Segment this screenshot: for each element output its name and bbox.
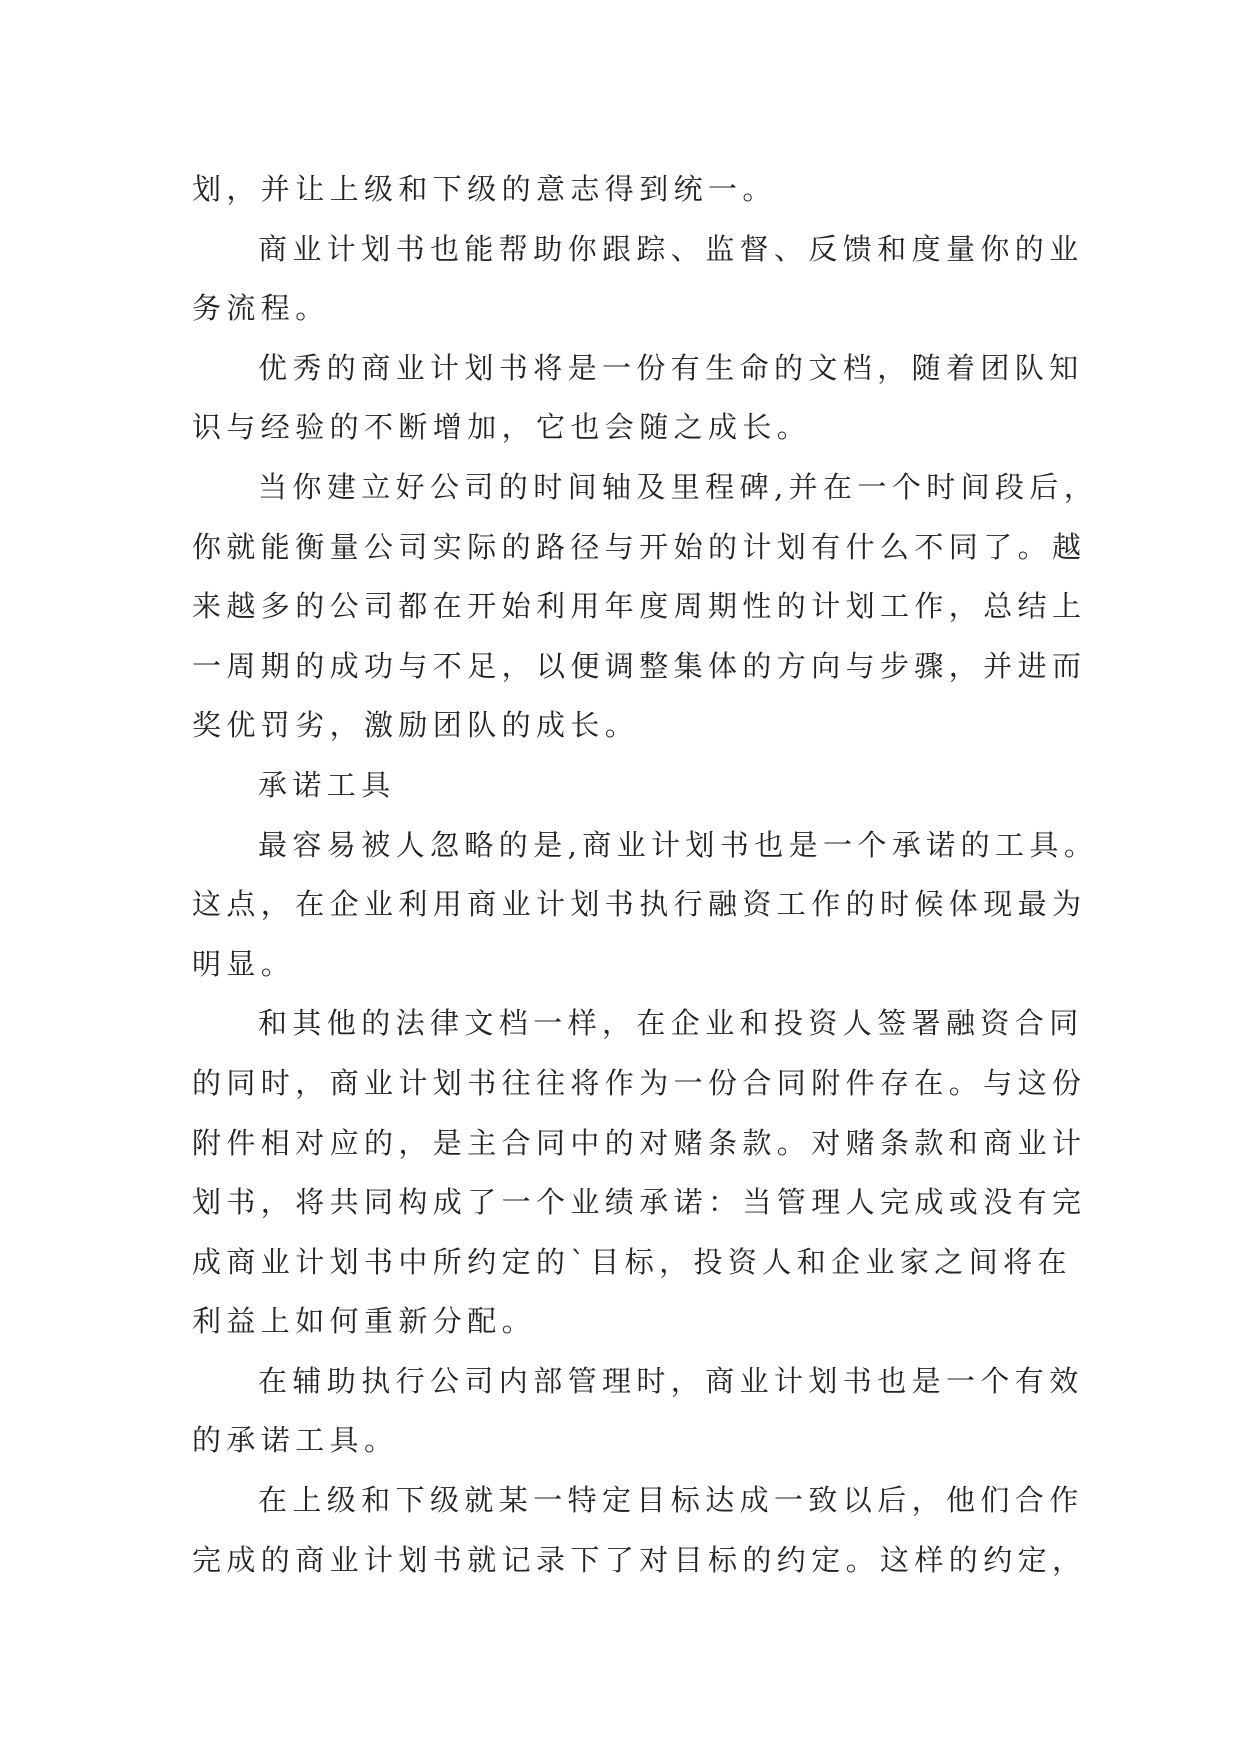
text-line: 一周期的成功与不足，以便调整集体的方向与步骤，并进而	[192, 648, 1087, 683]
text-line: 附件相对应的，是主合同中的对赌条款。对赌条款和商业计	[192, 1125, 1087, 1160]
text-line: 你就能衡量公司实际的路径与开始的计划有什么不同了。越	[192, 529, 1087, 564]
text-line: 识与经验的不断增加，它也会随之成长。	[192, 410, 812, 445]
text-line: 划书，将共同构成了一个业绩承诺：当管理人完成或没有完	[192, 1185, 1087, 1220]
paragraph-first-line: 最容易被人忽略的是,商业计划书也是一个承诺的工具。	[258, 827, 1099, 862]
text-line: 奖优罚劣，激励团队的成长。	[192, 708, 640, 743]
text-line: 这点，在企业利用商业计划书执行融资工作的时候体现最为	[192, 887, 1087, 922]
text-line: 成商业计划书中所约定的`目标，投资人和企业家之间将在	[192, 1244, 1072, 1279]
document-body	[192, 160, 1099, 1590]
text-line: 利益上如何重新分配。	[192, 1304, 537, 1339]
text-line: 的承诺工具。	[192, 1423, 399, 1458]
text-line: 来越多的公司都在开始利用年度周期性的计划工作，总结上	[192, 589, 1087, 624]
text-line: 的同时，商业计划书往往将作为一份合同附件存在。与这份	[192, 1065, 1087, 1100]
text-line: 务流程。	[192, 291, 330, 326]
paragraph-first-line: 商业计划书也能帮助你跟踪、监督、反馈和度量你的业	[258, 231, 1084, 266]
paragraph-first-line: 和其他的法律文档一样，在企业和投资人签署融资合同	[258, 1006, 1084, 1041]
paragraph-first-line: 优秀的商业计划书将是一份有生命的文档，随着团队知	[258, 350, 1084, 385]
paragraph-first-line: 在上级和下级就某一特定目标达成一致以后，他们合作	[258, 1483, 1084, 1518]
text-line: 完成的商业计划书就记录下了对目标的约定。这样的约定，	[192, 1542, 1087, 1577]
paragraph-first-line: 当你建立好公司的时间轴及里程碑,并在一个时间段后，	[258, 469, 1099, 504]
section-heading: 承诺工具	[258, 767, 396, 802]
paragraph-first-line: 在辅助执行公司内部管理时，商业计划书也是一个有效	[258, 1363, 1084, 1398]
text-line: 划，并让上级和下级的意志得到统一。	[192, 172, 777, 206]
text-line: 明显。	[192, 946, 296, 981]
